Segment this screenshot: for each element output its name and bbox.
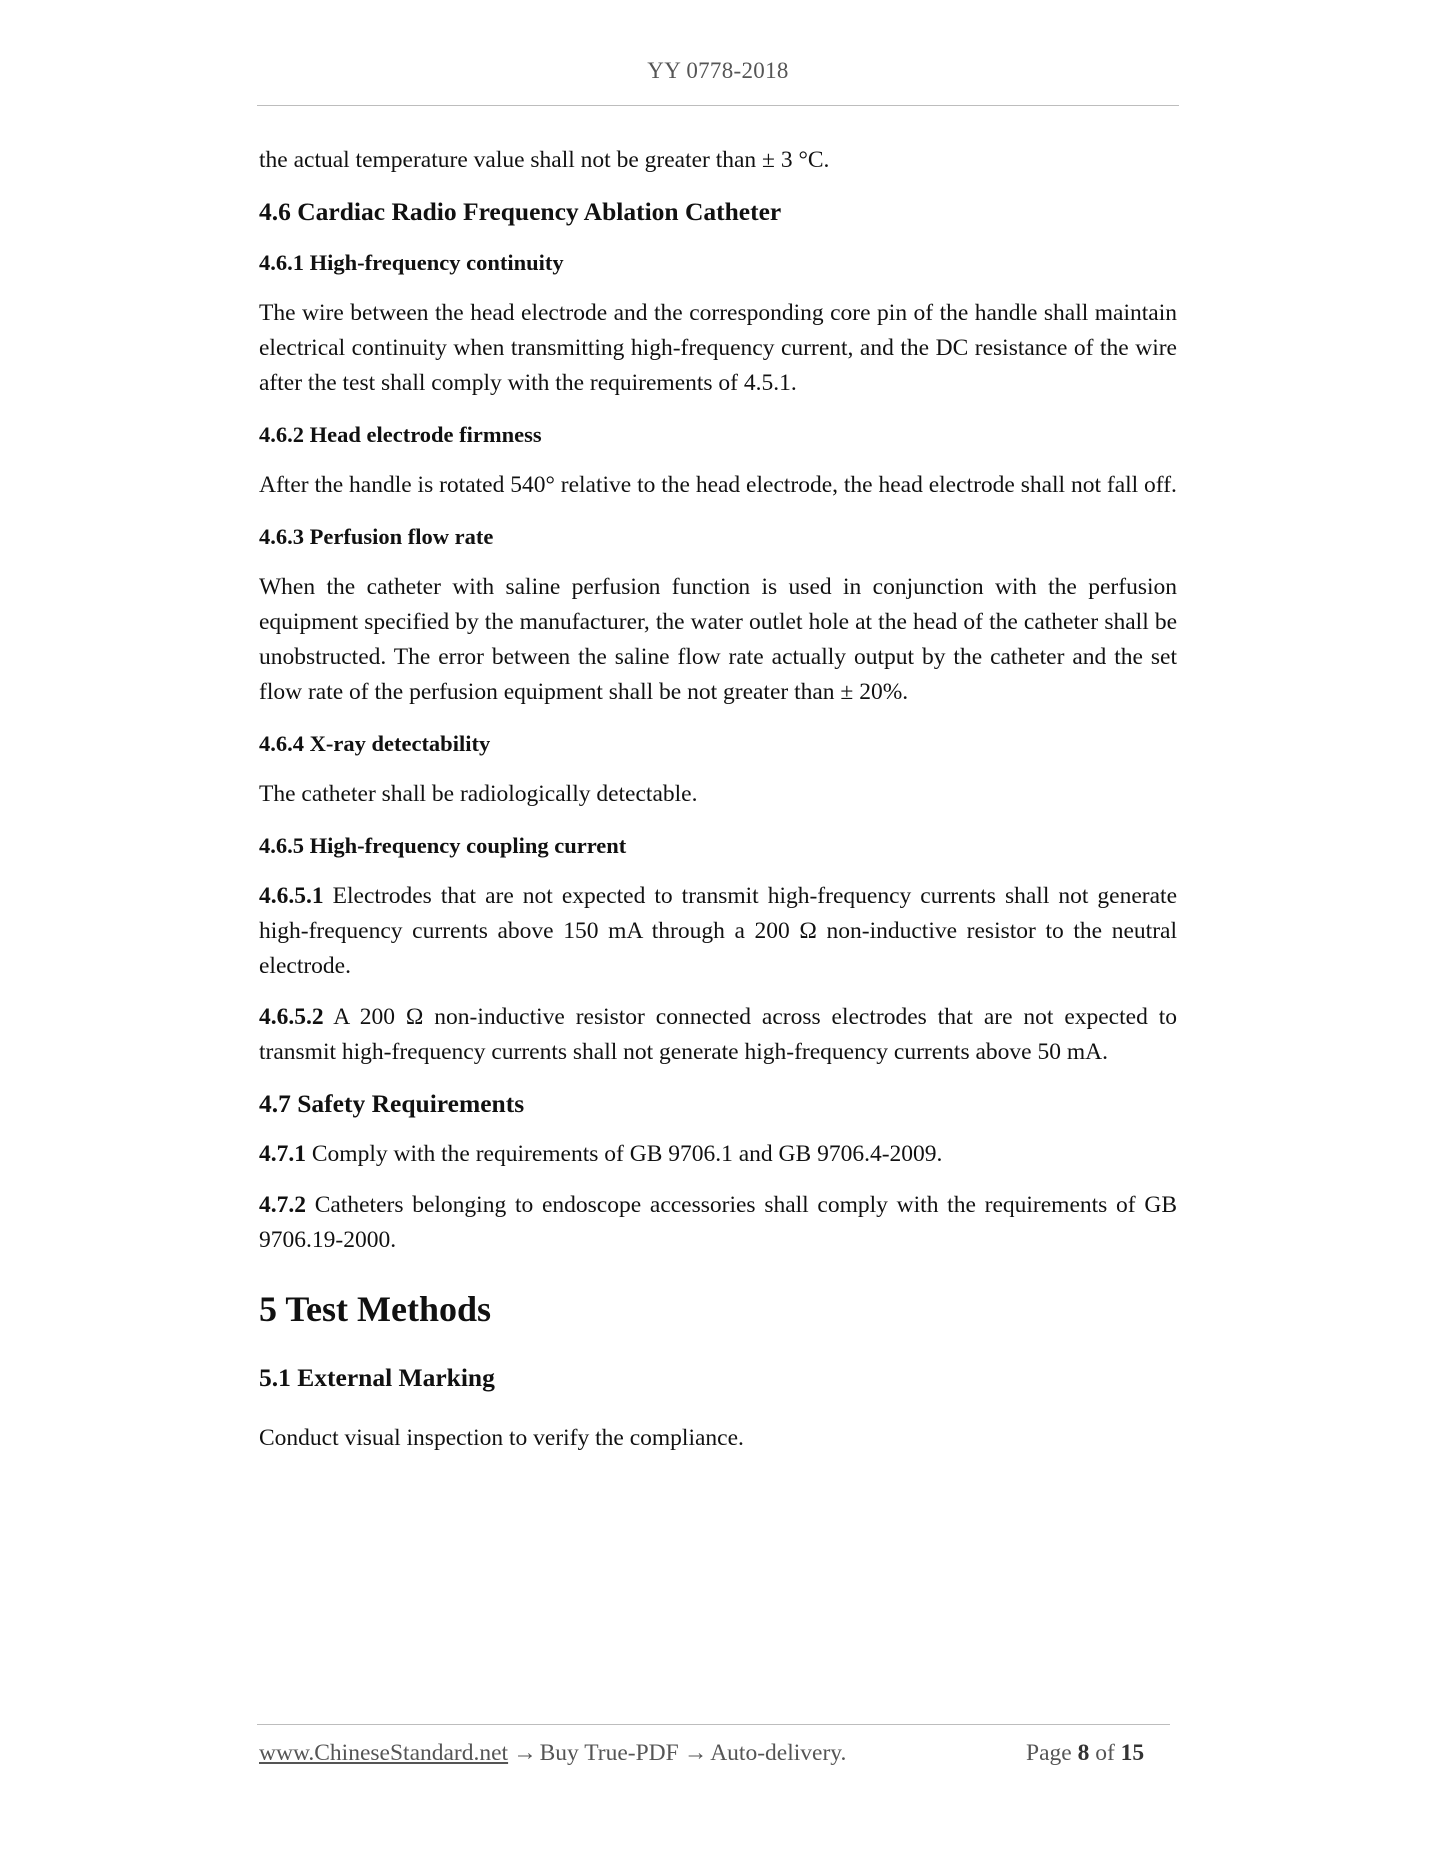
clause-number: 4.6.5.1 [259,883,324,909]
clause-text: A 200 Ω non-inductive resistor connected across electrodes that are not expected to transmit high-frequency currents shall not generate high-frequency currents above 50 mA. [259,1004,1177,1065]
section-4-6-2-heading: 4.6.2 Head electrode firmness [259,422,542,447]
clause-number: 4.7.2 [259,1192,306,1218]
header-divider [257,105,1179,106]
section-4-7-2-paragraph [259,1188,1177,1258]
of-label: of [1095,1740,1115,1766]
section-5-heading: 5 Test Methods [259,1289,492,1329]
page-indicator [1026,1740,1144,1767]
section-4-6-3-paragraph: When the catheter with saline perfusion function is used in conjunction with the perfusion equipment specified by the manufacturer, the water outlet hole at the head of the catheter shall be unobstructed. The error between the saline flow rate actually output by the catheter and the set flow rate of the perfusion equipment shall be not greater than ± 20%. [259,574,1177,705]
buy-pdf-text: Buy True-PDF [539,1740,679,1766]
section-4-6-1-heading: 4.6.1 High-frequency continuity [259,250,564,275]
running-header: YY 0778-2018 [647,58,789,83]
site-link[interactable]: www.ChineseStandard.net [259,1740,509,1766]
section-4-6-5-1-paragraph [259,879,1177,984]
arrow-right-icon: → [683,1740,708,1766]
footer-divider [257,1724,1170,1725]
page-total: 15 [1120,1740,1145,1766]
section-4-6-3-heading: 4.6.3 Perfusion flow rate [259,524,494,549]
section-4-7-heading: 4.7 Safety Requirements [259,1089,525,1118]
page-number: 8 [1077,1740,1090,1766]
section-4-6-5-heading: 4.6.5 High-frequency coupling current [259,833,627,858]
section-4-6-heading: 4.6 Cardiac Radio Frequency Ablation Catheter [259,197,782,226]
clause-text: Catheters belonging to endoscope accessories shall comply with the requirements of GB 9706.19-2000. [259,1192,1177,1253]
auto-delivery-text: Auto-delivery. [710,1740,847,1766]
clause-number: 4.7.1 [259,1141,306,1167]
section-4-6-4-paragraph: The catheter shall be radiologically detectable. [259,781,698,807]
section-4-7-1-paragraph [259,1137,1177,1172]
arrow-right-icon: → [513,1740,537,1766]
footer-promo [259,1740,846,1767]
page-content [259,143,1177,1456]
section-4-6-2-paragraph: After the handle is rotated 540° relative to the head electrode, the head electrode shall not fall off. [259,472,1177,498]
intro-paragraph: the actual temperature value shall not be greater than ± 3 °C. [259,147,830,173]
section-5-1-heading: 5.1 External Marking [259,1363,495,1392]
clause-text: Electrodes that are not expected to transmit high-frequency currents shall not generate high-frequency currents above 150 mA through a 200 Ω non-inductive resistor to the neutral electrode. [259,883,1177,979]
section-4-6-5-2-paragraph [259,1000,1177,1070]
section-5-1-paragraph: Conduct visual inspection to verify the compliance. [259,1425,744,1451]
section-4-6-1-paragraph: The wire between the head electrode and the corresponding core pin of the handle shall maintain electrical continuity when transmitting high-frequency current, and the DC resistance of the wire after the test shall comply with the requirements of 4.5.1. [259,300,1177,396]
section-4-6-4-heading: 4.6.4 X-ray detectability [259,731,491,756]
page-label: Page [1026,1740,1072,1766]
clause-text: Comply with the requirements of GB 9706.1 and GB 9706.4-2009. [306,1141,943,1167]
clause-number: 4.6.5.2 [259,1004,324,1030]
